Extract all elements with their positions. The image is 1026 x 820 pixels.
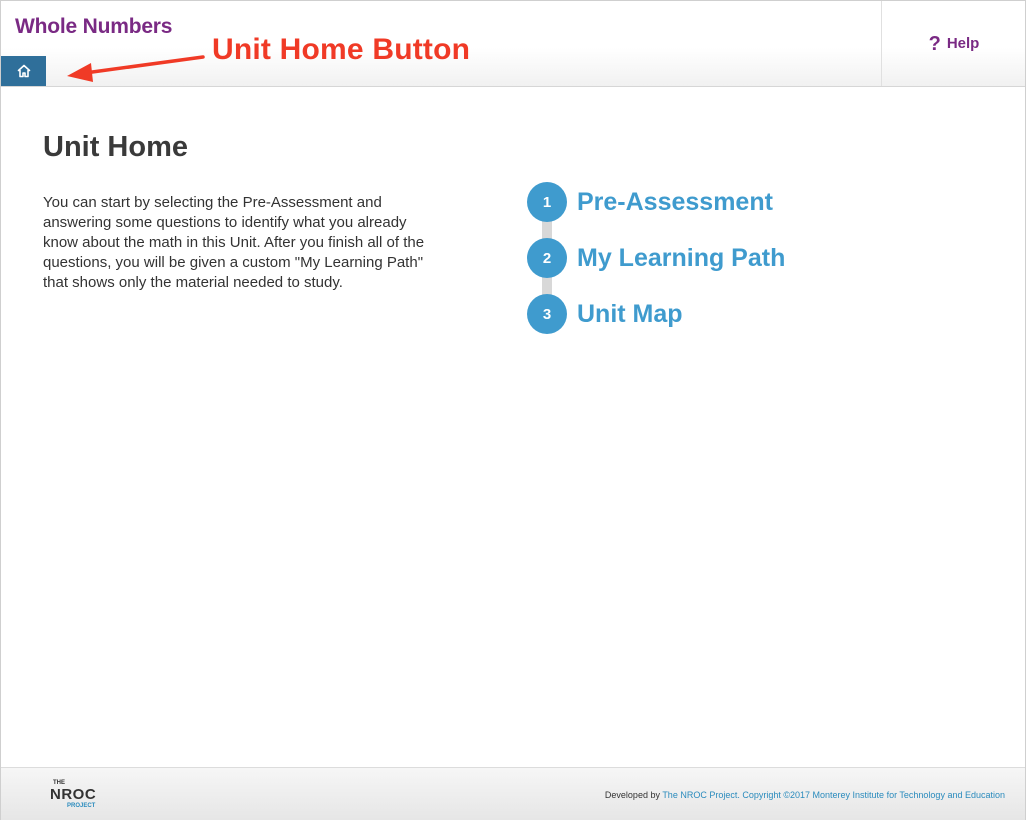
step-unit-map[interactable]: [527, 294, 683, 334]
step-label[interactable]: Pre-Assessment: [577, 187, 773, 216]
logo-the: THE: [53, 780, 65, 786]
step-number-badge: 2: [527, 238, 567, 278]
home-icon: [17, 64, 31, 78]
annotation-label: Unit Home Button: [212, 33, 471, 66]
nroc-project-link[interactable]: The NROC Project.: [662, 790, 740, 800]
step-label[interactable]: My Learning Path: [577, 243, 786, 272]
intro-text: You can start by selecting the Pre-Assessment and answering some questions to identify what you already know about the math in this Unit. After you finish all of the questions, you will be given a custom "My Learning Path" that shows only the material needed to study.: [43, 194, 425, 291]
copyright-text: Copyright ©2017 Monterey Institute for Technology and Education: [742, 790, 1005, 800]
help-label: Help: [946, 35, 980, 52]
logo-project: PROJECT: [67, 803, 96, 809]
step-pre-assessment[interactable]: [527, 182, 773, 222]
help-button[interactable]: [881, 1, 1026, 86]
annotation-arrow-icon: [61, 51, 206, 86]
logo-name: NROC: [50, 786, 97, 803]
step-number-badge: 1: [527, 182, 567, 222]
app-title: Whole Numbers: [15, 15, 173, 38]
unit-home-button[interactable]: [1, 56, 46, 86]
nroc-logo[interactable]: [50, 780, 102, 812]
page-title: Unit Home: [43, 131, 188, 163]
question-mark-icon: ?: [928, 32, 941, 55]
steps-list: [527, 182, 887, 337]
footer: [1, 767, 1025, 820]
step-my-learning-path[interactable]: [527, 238, 785, 278]
step-number-badge: 3: [527, 294, 567, 334]
footer-credits: [605, 790, 1005, 800]
step-label[interactable]: Unit Map: [577, 299, 683, 328]
credits-prefix: Developed by: [604, 790, 660, 800]
